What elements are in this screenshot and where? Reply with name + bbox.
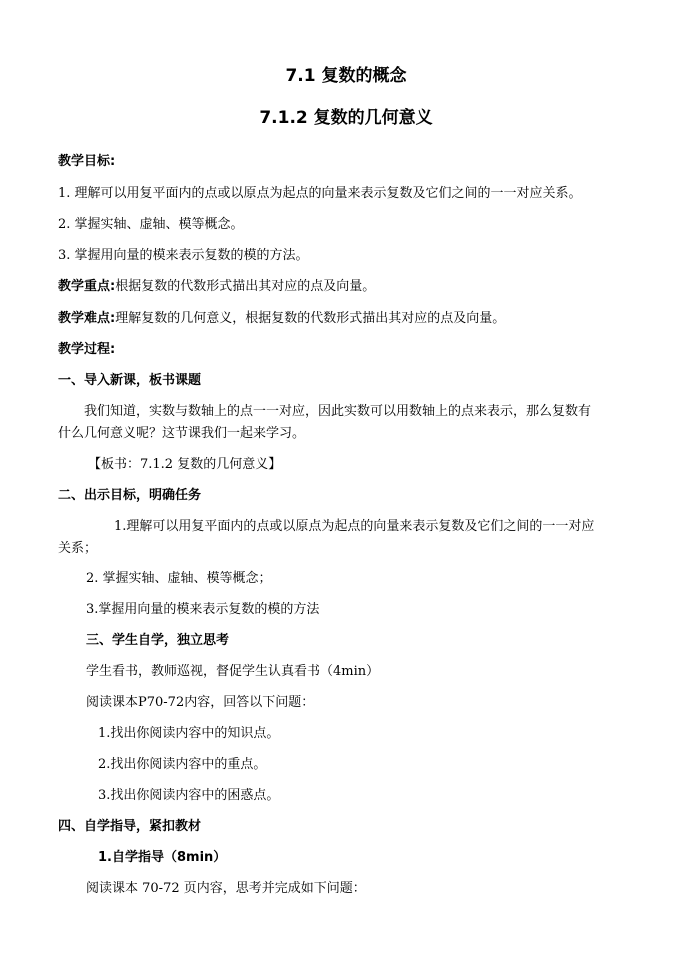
section-3-line: 学生看书，教师巡视，督促学生认真看书（4min） [86, 664, 380, 679]
section-2-item-line: 1.理解可以用复平面内的点或以原点为起点的向量来表示复数及它们之间的一一对应 [114, 519, 595, 534]
section-heading-4: 四、自学指导，紧扣教材 [58, 819, 202, 834]
section-3-line: 阅读课本P70-72内容，回答以下问题： [86, 695, 315, 710]
document-title: 7.1 复数的概念 [285, 66, 407, 86]
section-2-item: 3.掌握用向量的模来表示复数的模的方法 [86, 602, 320, 617]
objective-item: 1. 理解可以用复平面内的点或以原点为起点的向量来表示复数及它们之间的一一对应关系。 [58, 186, 582, 201]
difficulty-text: 理解复数的几何意义，根据复数的代数形式描出其对应的点及向量。 [115, 311, 506, 326]
board-note: 【板书：7.1.2 复数的几何意义】 [88, 457, 282, 472]
objective-item: 3. 掌握用向量的模来表示复数的模的方法。 [58, 248, 309, 263]
section-3-question: 1.找出你阅读内容中的知识点。 [98, 726, 280, 741]
document-subtitle: 7.1.2 复数的几何意义 [259, 108, 433, 128]
difficulty-label: 教学难点: [58, 311, 116, 326]
section-heading-3: 三、学生自学，独立思考 [86, 633, 230, 648]
objectives-heading: 教学目标: [58, 154, 116, 169]
key-point [58, 279, 375, 295]
section-4-subheading: 1.自学指导（8min） [98, 850, 227, 865]
section-2-item-line: 关系； [58, 541, 98, 556]
key-point-text: 根据复数的代数形式描出其对应的点及向量。 [115, 279, 376, 294]
section-heading-1: 一、导入新课，板书课题 [58, 373, 202, 388]
section-heading-2: 二、出示目标，明确任务 [58, 488, 202, 503]
process-heading: 教学过程: [58, 342, 116, 357]
section-3-question: 2.找出你阅读内容中的重点。 [98, 757, 267, 772]
section-2-item: 2. 掌握实轴、虚轴、模等概念； [86, 571, 272, 586]
section-1-paragraph-line: 我们知道，实数与数轴上的点一一对应，因此实数可以用数轴上的点来表示，那么复数有 [84, 404, 592, 419]
difficulty-point [58, 311, 505, 327]
key-point-label: 教学重点: [58, 279, 116, 294]
objective-item: 2. 掌握实轴、虚轴、模等概念。 [58, 217, 244, 232]
section-4-line: 阅读课本 70-72 页内容，思考并完成如下问题： [86, 881, 366, 896]
section-1-paragraph-line: 什么几何意义呢？这节课我们一起来学习。 [58, 426, 306, 441]
section-3-question: 3.找出你阅读内容中的困惑点。 [98, 788, 280, 803]
